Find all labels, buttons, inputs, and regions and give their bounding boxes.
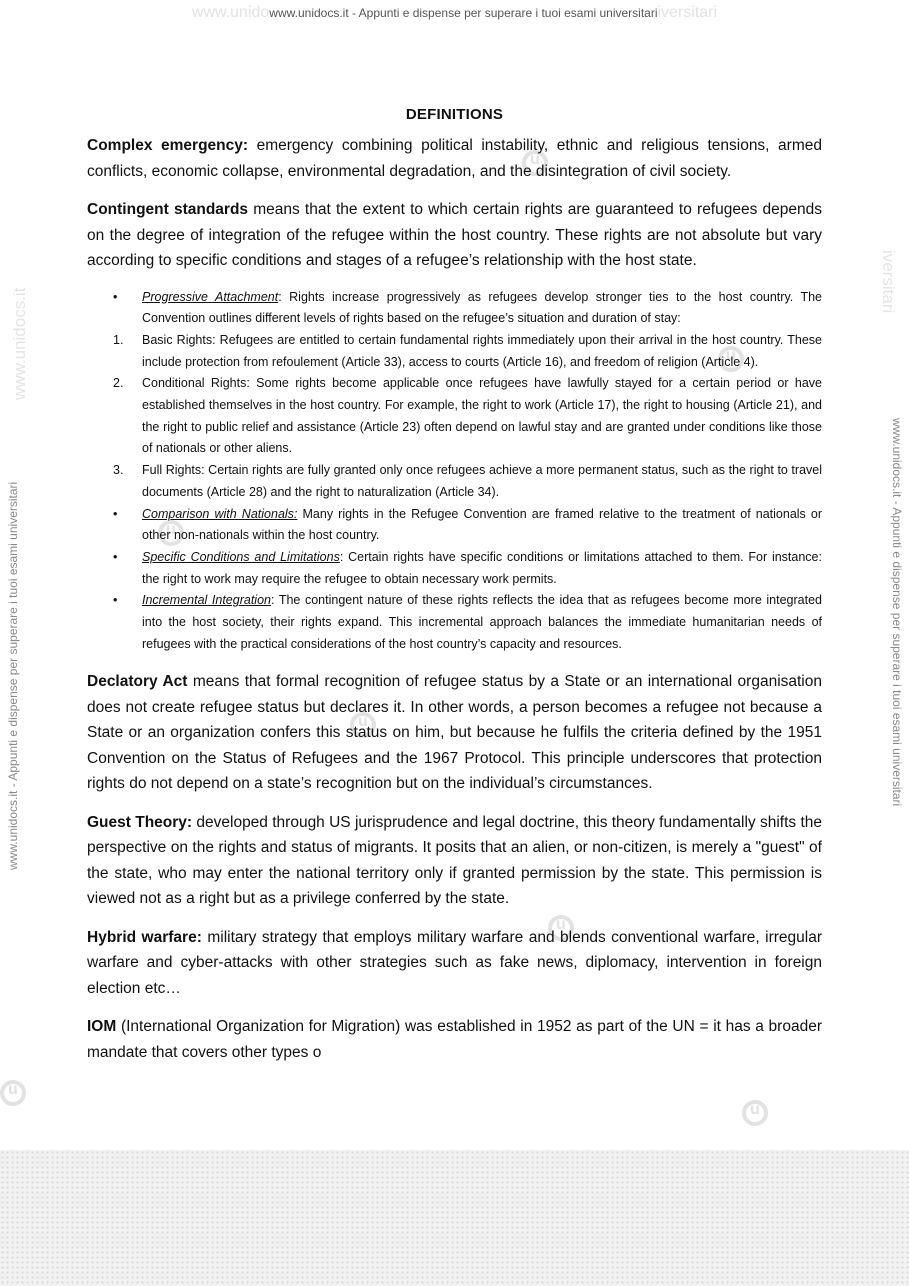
term: Hybrid warfare:	[87, 928, 202, 946]
list-marker: 2.	[113, 376, 124, 391]
list-marker: •	[113, 549, 118, 564]
list-marker: 3.	[113, 463, 124, 478]
term: Contingent standards	[87, 201, 249, 218]
term: Guest Theory:	[87, 813, 193, 831]
watermark-header-text: www.unidocs.it - Appunti e dispense per superare i tuoi esami universitari	[269, 6, 658, 20]
term: Declatory Act	[87, 673, 188, 691]
definition-hybrid-warfare	[87, 925, 822, 1002]
term: Complex emergency:	[87, 137, 249, 154]
list-item-heading: Incremental Integration	[142, 593, 271, 608]
definition-text: means that the extent to which certain rights are guaranteed to refugees depends on the degree of integration of the refugee within the host country. These rights are not absolute but vary according to specific conditions and stages of a refugee’s relationship with the host state.	[87, 201, 822, 269]
list-item-text: Conditional Rights: Some rights become applicable once refugees have lawfully stayed for a certain period or have established themselves in the host country. For example, the right to work (Article 17), the right to housing (Article 21), and the right to public relief and assistance (Article 23) often depend on lawful stay and are granted under conditions like those of nationals or other aliens.	[142, 376, 822, 456]
unidocs-logo-icon	[742, 1100, 768, 1126]
definition-text: (International Organization for Migration) was established in 1952 as part of the UN = it has a broader mandate that covers other types o	[87, 1018, 822, 1061]
list-item	[87, 330, 822, 373]
definition-text: military strategy that employs military warfare and blends conventional warfare, irregular warfare and cyber-attacks with other strategies such as fake news, diplomacy, intervention in foreign election etc…	[87, 928, 823, 997]
list-item-heading: Specific Conditions and Limitations	[142, 549, 340, 564]
list-item-text: : Rights increase progressively as refugees develop stronger ties to the host country. The Convention outlines different levels of rights based on the refugee’s situation and duration of stay:	[142, 289, 822, 326]
contingent-standards-list	[87, 287, 822, 656]
list-item-text: Many rights in the Refugee Convention are framed relative to the treatment of nationals or other non-nationals within the host country.	[142, 506, 823, 543]
definition-text: means that formal recognition of refugee status by a State or an international organisation does not create refugee status but declares it. In other words, a person becomes a refugee not because a State or an organization confers this status on him, but because he fulfils the criteria defined by the 1951 Convention on the Status of Refugees and the 1967 Protocol. This principle underscores that protection rights do not depend on a state’s recognition but on the individual’s circumstances.	[87, 673, 822, 793]
definition-iom	[87, 1014, 822, 1065]
watermark-ghost-left: www.unido	[191, 4, 270, 21]
list-item-heading: Comparison with Nationals:	[142, 506, 298, 521]
watermark-side-right: www.unidocs.it - Appunti e dispense per superare i tuoi esami universitari	[890, 418, 904, 807]
list-item	[87, 504, 822, 547]
definition-declatory-act	[87, 669, 822, 797]
definition-contingent-standards	[87, 197, 822, 274]
definition-guest-theory	[87, 810, 822, 912]
document-page	[87, 106, 822, 1078]
definition-text: emergency combining political instability, ethnic and religious tensions, armed conflicts, economic collapse, environmental degradation, and the disintegration of civil society.	[87, 137, 822, 180]
definition-complex-emergency	[87, 133, 822, 184]
watermark-side-ghost-right: iversitari	[879, 250, 898, 314]
list-item-text: : The contingent nature of these rights reflects the idea that as refugees become more integrated into the host society, their rights expand. This incremental approach balances the immediate humanitarian needs of refugees with the practical considerations of the host country’s capacity and resources.	[142, 593, 822, 651]
list-item	[87, 547, 822, 590]
page-title: DEFINITIONS	[405, 106, 504, 123]
term: IOM	[87, 1018, 117, 1036]
list-item	[87, 590, 822, 655]
list-item-heading: Progressive Attachment	[142, 289, 279, 304]
list-marker: •	[113, 593, 118, 608]
list-item	[87, 287, 822, 330]
list-marker: •	[113, 506, 118, 521]
watermark-header	[0, 4, 909, 22]
watermark-ghost-right: iversitari	[657, 4, 718, 21]
list-item	[87, 460, 822, 503]
list-item	[87, 373, 822, 460]
watermark-side-left: www.unidocs.it - Appunti e dispense per superare i tuoi esami universitari	[6, 481, 20, 870]
definition-text: developed through US jurisprudence and legal doctrine, this theory fundamentally shifts the perspective on the rights and status of migrants. It posits that an alien, or non-citizen, is merely a "guest" of the state, who may enter the national territory only if granted permission by the state. This permission is viewed not as a right but as a privilege conferred by the state.	[87, 813, 822, 908]
unidocs-logo-icon	[0, 1080, 26, 1106]
list-item-text: : Certain rights have specific conditions or limitations attached to them. For instance: the right to work may require the refugee to obtain necessary work permits.	[142, 549, 822, 586]
list-marker: 1.	[113, 332, 124, 347]
list-item-text: Basic Rights: Refugees are entitled to certain fundamental rights immediately upon their arrival in the host country. These include protection from refoulement (Article 33), access to courts (Article 16), and freedom of religion (Article 4).	[142, 332, 822, 369]
preview-blur-overlay	[0, 1150, 909, 1286]
watermark-side-ghost-left: www.unidocs.it	[10, 287, 29, 400]
list-item-text: Full Rights: Certain rights are fully granted only once refugees achieve a more permanent status, such as the right to travel documents (Article 28) and the right to naturalization (Article 34).	[142, 463, 822, 499]
list-marker: •	[113, 289, 118, 304]
